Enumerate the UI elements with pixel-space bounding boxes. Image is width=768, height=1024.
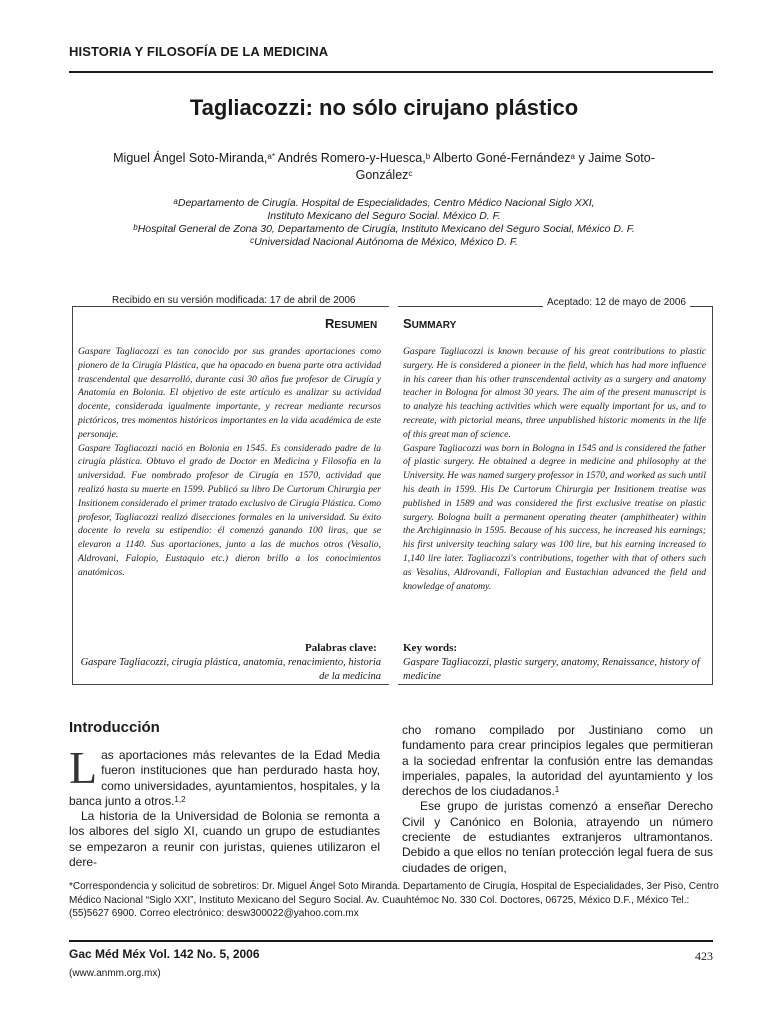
received-date: Recibido en su versión modificada: 17 de abril de 2006 [108,295,360,306]
body-column-right [402,723,713,876]
resumen-paragraph: Gaspare Tagliacozzi es tan conocido por sus grandes aportaciones como pionero de la Cirugía Plástica, que ha opacado en buena parte otra actividad trascendental que desarrolló, durante casi 30 años fue profesor de Cirugía y Anatomía en Bolonia. El objetivo de este artículo es analizar su actividad docente, considerada igualmente importante, y recrear mediante recursos pictóricos, tres momentos históricos importantes en la vida académica de este personaje. [78,346,381,440]
body-paragraph: Ese grupo de juristas comenzó a enseñar Derecho Civil y Canónico en Bolonia, atrayendo un número creciente de estudiantes extranjeros ultramontanos. Debido a que ellos no tenían protección legal fuera de sus ciudades de origen, [402,799,713,875]
top-rule [69,71,713,73]
summary-paragraph: Gaspare Tagliacozzi is known because of his great contributions to plastic surgery. He is considered a pioneer in the field, which has had more influence in his career than his other transcendental activity as a surgery and anatomy teacher in Bologna for almost 30 years. The aim of the present manuscript is to analyze his teaching activities which were equally important for us, and to recreate, with pictorial means, three unpublished historic moments in the life of this great man of science. [403,346,706,440]
keywords-label-en: Key words: [403,642,458,654]
summary-heading [403,316,456,331]
keywords-es: Gaspare Tagliacozzi, cirugía plástica, anatomía, renacimiento, historia de la medicina [80,657,381,682]
resumen-body [78,345,381,580]
summary-paragraph: Gaspare Tagliacozzi was born in Bologna in 1545 and is considered the father of plastic surgery. He obtained a degree in medicine and philosophy at the University. He was named surgery professor in 1570, and worked as such until his death in 1599. His De Curtorum Chirurgia per Insitionem treatise was published in 1589 and was considered the first exclusive treatise on plastic surgery. Bologna built a permanent operating theater (amphitheater) within the Archiginnasio in 1595. Because of his success, he increased his earnings; his first university teaching salary was 100 lire, but his earning increased to 1,140 lire later. Tagliacozzi's contributions, together with that of others such as Vesalius, Aldrovandi, Fallopian and Eustachian advanced the field and knowledge of anatomy. [403,442,706,592]
journal-url: (www.anmm.org.mx) [69,968,161,979]
affil-mark: c [250,236,255,245]
resumen-heading [325,316,377,331]
affiliation-line [100,236,668,249]
section-heading: Introducción [69,719,160,736]
page-number: 423 [695,949,713,963]
affil-mark: b [133,223,138,232]
body-paragraph [69,742,380,809]
author-affil-mark: b [425,152,431,161]
heading-initial: R [325,316,335,331]
heading-rest: UMMARY [411,320,457,331]
summary-body [403,345,706,593]
author-name: Alberto Goné-Fernández [430,151,571,165]
author-affil-mark: a* [267,152,275,161]
author-affil-mark: c [408,169,413,178]
section-header: HISTORIA Y FILOSOFÍA DE LA MEDICINA [69,44,329,59]
affiliation-line [100,197,668,210]
keywords-en: Gaspare Tagliacozzi, plastic surgery, anatomy, Renaissance, history of medicine [403,657,700,682]
heading-rest: ESUMEN [334,320,378,331]
accepted-date: Aceptado: 12 de mayo de 2006 [543,297,690,308]
paragraph-text: cho romano compilado por Justiniano como un fundamento para crear principios legales que permitieran a la sociedad enfrentar la confusión entre las demandas imperiales, papales, la autoridad del ayuntamiento y los derechos de los ciudadanos. [402,723,713,799]
body-paragraph: La historia de la Universidad de Bolonia se remonta a los albores del siglo XI, cuando un grupo de estudiantes se empezaron a reunir con juristas, quienes utilizaron el dere- [69,809,380,870]
citation-ref: 1,2 [174,794,186,804]
author-name: Andrés Romero-y-Huesca, [274,151,426,165]
affiliation-line [100,210,668,223]
affil-text: Universidad Nacional Autónoma de México, México D. F. [254,236,518,248]
correspondence-footnote: *Correspondencia y solicitud de sobretiros: Dr. Miguel Ángel Soto Miranda. Departamento de Cirugía, Hospital de Especialidades, 3er Piso, Centro Médico Nacional “Siglo XXI”, Instituto Mexicano del Seguro Social. Av. Cuauhtémoc No. 330 Col. Doctores, 06725, México D.F., México Tel.: (55)5627 6900. Correo electrónico: desw300022@yahoo.com.mx [69,881,719,919]
keywords-label-es: Palabras clave: [305,642,377,654]
author-name: y Jaime Soto-González [355,151,655,182]
drop-cap: L [69,742,98,793]
affil-text: Hospital General de Zona 30, Departamento de Cirugía, Instituto Mexicano del Seguro Social, México D. F. [137,223,635,235]
citation-ref: 1 [554,785,560,795]
body-paragraph [402,723,713,799]
author-name: Miguel Ángel Soto-Miranda, [113,151,268,165]
heading-initial: S [403,316,412,331]
author-list [100,150,668,184]
affiliations [100,197,668,249]
affiliation-line [100,223,668,236]
resumen-paragraph: Gaspare Tagliacozzi nació en Bolonia en 1545. Es considerado padre de la cirugía plástica. Obtuvo el grado de Doctor en Medicina y Filosofía en la universidad. Fue nombrado profesor de Cirugía en 1570, actividad que realizó hasta su muerte en 1599. Publicó su libro De Curtorum Chirurgia per Insitionem considerado el primer tratado exclusivo de Cirugía Plástica. Como profesor, Tagliacozzi realizó disecciones formales en la universidad. Su éxito docente lo revela su estipendio: él comenzó ganando 100 liras, que se elevaron a 1140. Sus aportaciones, junto a las de muchos otros (Vesalio, Aldrovani, Falopio, Eustaquio etc.) dieron brillo a los conocimientos anatómicos. [78,442,381,578]
bottom-rule [69,940,713,942]
body-column-left [69,742,380,870]
article-title: Tagliacozzi: no sólo cirujano plástico [189,95,579,120]
journal-citation: Gac Méd Méx Vol. 142 No. 5, 2006 [69,947,260,961]
author-affil-mark: a [570,152,575,161]
affil-text: Instituto Mexicano del Seguro Social. México D. F. [267,210,501,222]
affil-mark: a [173,197,178,206]
paragraph-text: as aportaciones más relevantes de la Edad Media fueron instituciones que han perdurado hasta hoy, como universidades, ayuntamientos, hospitales, y la banca junto a otros. [69,748,380,808]
affil-text: Departamento de Cirugía. Hospital de Especialidades, Centro Médico Nacional Siglo XXI, [177,197,595,209]
